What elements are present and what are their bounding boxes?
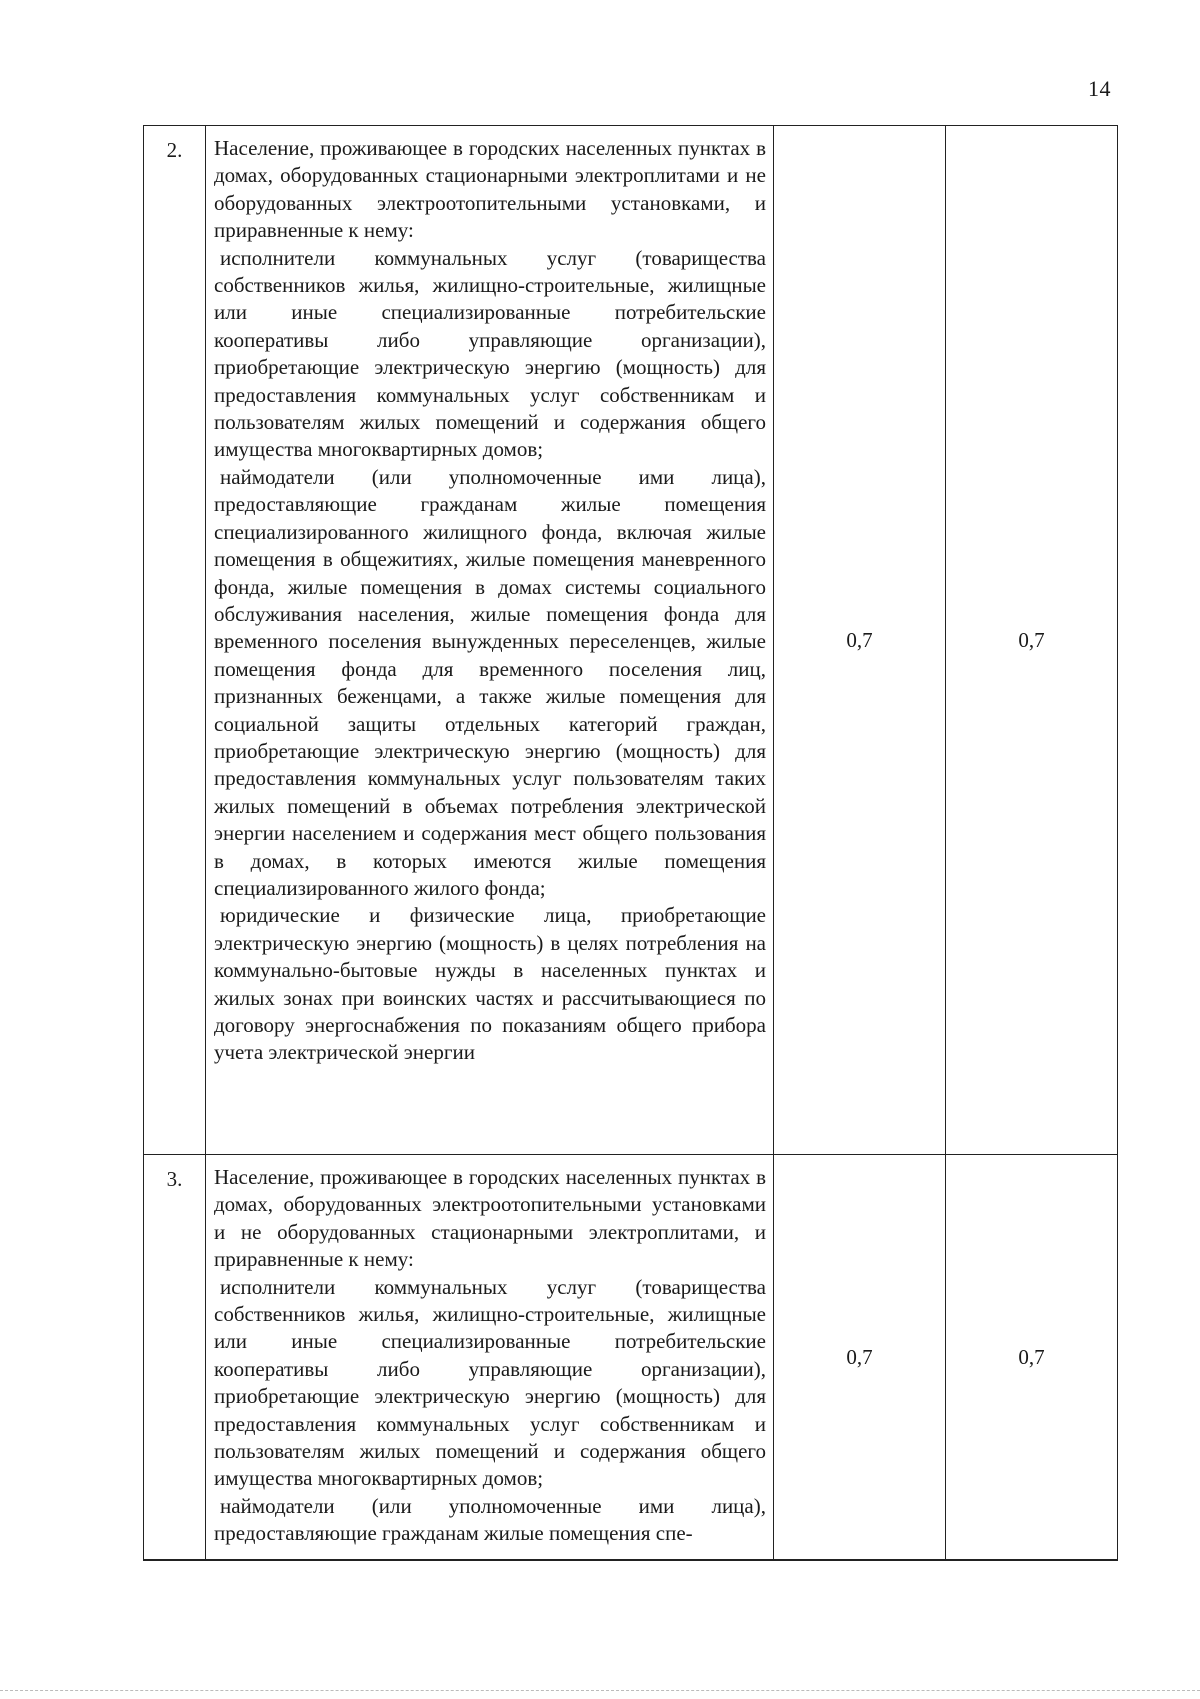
row-value-2: 0,7 — [946, 126, 1118, 1155]
row-description-cell — [206, 1155, 774, 1561]
row-paragraph: исполнители коммунальных услуг (товарищества собственников жилья, жилищно-строительные, жилищные или иные специализированные потребительские кооперативы либо управляющие организации), приобретающие электрическую энергию (мощность) для предоставления коммунальных услуг собственникам и пользователям жилых помещений и содержания общего имущества многоквартирных домов; — [214, 245, 766, 462]
row-paragraph: юридические и физические лица, приобретающие электрическую энергию (мощность) в целях потребления на коммунально-бытовые нужды в населенных пунктах и жилых зонах при воинских частях и рассчитывающиеся по договору энергоснабжения по показаниям общего прибора учета электрической энергии — [214, 903, 766, 1065]
row-paragraph: Население, проживающее в городских населенных пунктах в домах, оборудованных стационарными электроплитами и не оборудованных электроотопительными установками, и приравненные к нему: — [214, 136, 766, 243]
row-paragraph: Население, проживающее в городских населенных пунктах в домах, оборудованных электроотопительными установками и не оборудованных стационарными электроплитами, и приравненные к нему: — [214, 1165, 766, 1272]
row-description-cell — [206, 126, 774, 1155]
row-paragraph: наймодатели (или уполномоченные ими лица), предоставляющие гражданам жилые помещения спе- — [214, 1493, 766, 1546]
tariff-coefficient-table — [143, 125, 1118, 1561]
row-value-2: 0,7 — [946, 1155, 1118, 1561]
row-paragraph: исполнители коммунальных услуг (товарищества собственников жилья, жилищно-строительные, жилищные или иные специализированные потребительские кооперативы либо управляющие организации), приобретающие электрическую энергию (мощность) для предоставления коммунальных услуг собственникам и пользователям жилых помещений и содержания общего имущества многоквартирных домов; — [214, 1274, 766, 1491]
page-number: 14 — [1088, 76, 1111, 101]
scan-edge-line — [0, 1690, 1200, 1692]
row-number: 3. — [144, 1155, 206, 1561]
row-number: 2. — [144, 126, 206, 1155]
row-paragraph: наймодатели (или уполномоченные ими лица), предоставляющие гражданам жилые помещения специализированного жилищного фонда, включая жилые помещения в общежитиях, жилые помещения маневренного фонда, жилые помещения в домах системы социального обслуживания населения, жилые помещения фонда для временного поселения вынужденных переселенцев, жилые помещения фонда для временного поселения лиц, признанных беженцами, а также жилые помещения для социальной защиты отдельных категорий граждан, приобретающие электрическую энергию (мощность) для предоставления коммунальных услуг пользователям таких жилых помещений в объемах потребления электрической энергии населением и содержания мест общего пользования в домах, в которых имеются жилые помещения специализированного жилого фонда; — [214, 464, 766, 900]
row-value-1: 0,7 — [774, 1155, 946, 1561]
table-row — [144, 1155, 1118, 1561]
row-value-1: 0,7 — [774, 126, 946, 1155]
table-row — [144, 126, 1118, 1155]
